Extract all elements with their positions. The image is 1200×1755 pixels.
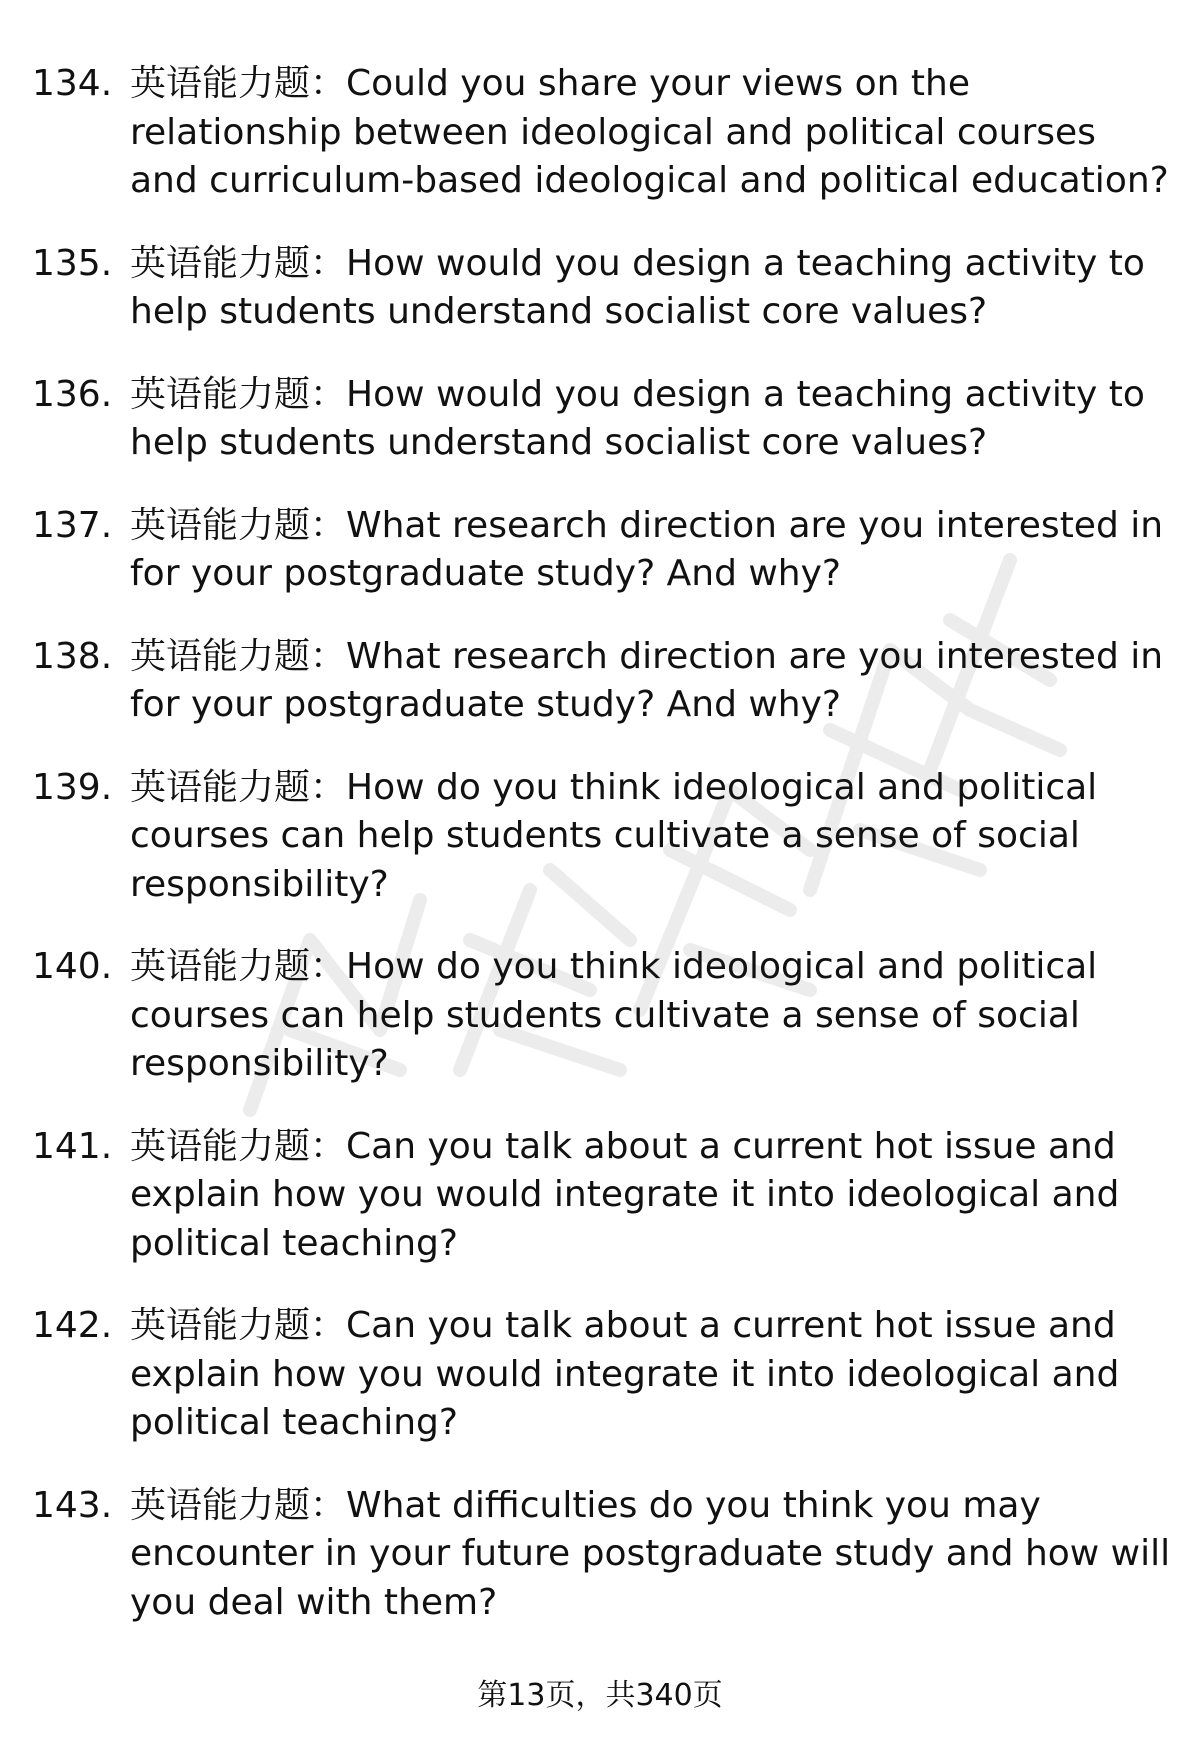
question-number: 135.: [32, 242, 113, 284]
question-category: 英语能力题：: [130, 373, 347, 415]
question-number: 134.: [32, 63, 113, 104]
question-number: 143.: [32, 1484, 113, 1526]
question-item: [32, 943, 1182, 1089]
question-text: Can you talk about a current hot issue and explain how you would integrate it into ideological and political teaching?: [130, 1305, 1120, 1443]
question-item: [32, 1123, 1182, 1269]
question-text: How would you design a teaching activity to help students understand socialist core values?: [130, 242, 1145, 332]
question-text: How would you design a teaching activity to help students understand socialist core values?: [130, 373, 1145, 463]
question-item: [32, 1302, 1182, 1448]
question-category: 英语能力题：: [130, 1125, 347, 1167]
question-category: 英语能力题：: [130, 63, 347, 104]
question-category: 英语能力题：: [130, 504, 347, 546]
question-item: [32, 371, 1182, 468]
question-item: [32, 502, 1182, 599]
question-number: 137.: [32, 504, 113, 546]
question-text: What research direction are you interested in for your postgraduate study? And why?: [130, 635, 1164, 725]
question-body: [130, 240, 1182, 337]
question-category: 英语能力题：: [130, 946, 347, 987]
question-category: 英语能力题：: [130, 635, 347, 677]
question-category: 英语能力题：: [130, 242, 347, 284]
question-category: 英语能力题：: [130, 766, 347, 808]
question-category: 英语能力题：: [130, 1305, 347, 1346]
question-text: What research direction are you interested in for your postgraduate study? And why?: [130, 504, 1164, 594]
question-text: How do you think ideological and political courses can help students cultivate a sense of social responsibility?: [130, 766, 1098, 905]
question-number: 136.: [32, 373, 113, 415]
question-number: 142.: [32, 1305, 113, 1346]
question-number: 138.: [32, 635, 113, 677]
question-body: [130, 60, 1182, 206]
page-number-footer: 第13页，共340页: [477, 1678, 723, 1713]
question-list: [32, 60, 1182, 1661]
question-item: [32, 1482, 1182, 1628]
question-item: [32, 764, 1182, 910]
question-body: [130, 633, 1182, 730]
question-body: [130, 1482, 1182, 1628]
question-item: [32, 633, 1182, 730]
question-text: Can you talk about a current hot issue and explain how you would integrate it into ideological and political teaching?: [130, 1125, 1120, 1264]
question-number: 140.: [32, 946, 113, 987]
question-item: [32, 240, 1182, 337]
question-item: [32, 60, 1182, 206]
question-number: 139.: [32, 766, 113, 808]
question-body: [130, 1123, 1182, 1269]
question-text: How do you think ideological and political courses can help students cultivate a sense of social responsibility?: [130, 946, 1098, 1084]
question-body: [130, 764, 1182, 910]
question-text: Could you share your views on the relationship between ideological and political courses and curriculum-based ideological and political education?: [130, 63, 1169, 201]
question-text: What difficulties do you think you may encounter in your future postgraduate study and how will you deal with them?: [130, 1484, 1171, 1623]
question-body: [130, 943, 1182, 1089]
question-body: [130, 371, 1182, 468]
question-category: 英语能力题：: [130, 1484, 347, 1526]
question-number: 141.: [32, 1125, 113, 1167]
question-body: [130, 502, 1182, 599]
question-body: [130, 1302, 1182, 1448]
